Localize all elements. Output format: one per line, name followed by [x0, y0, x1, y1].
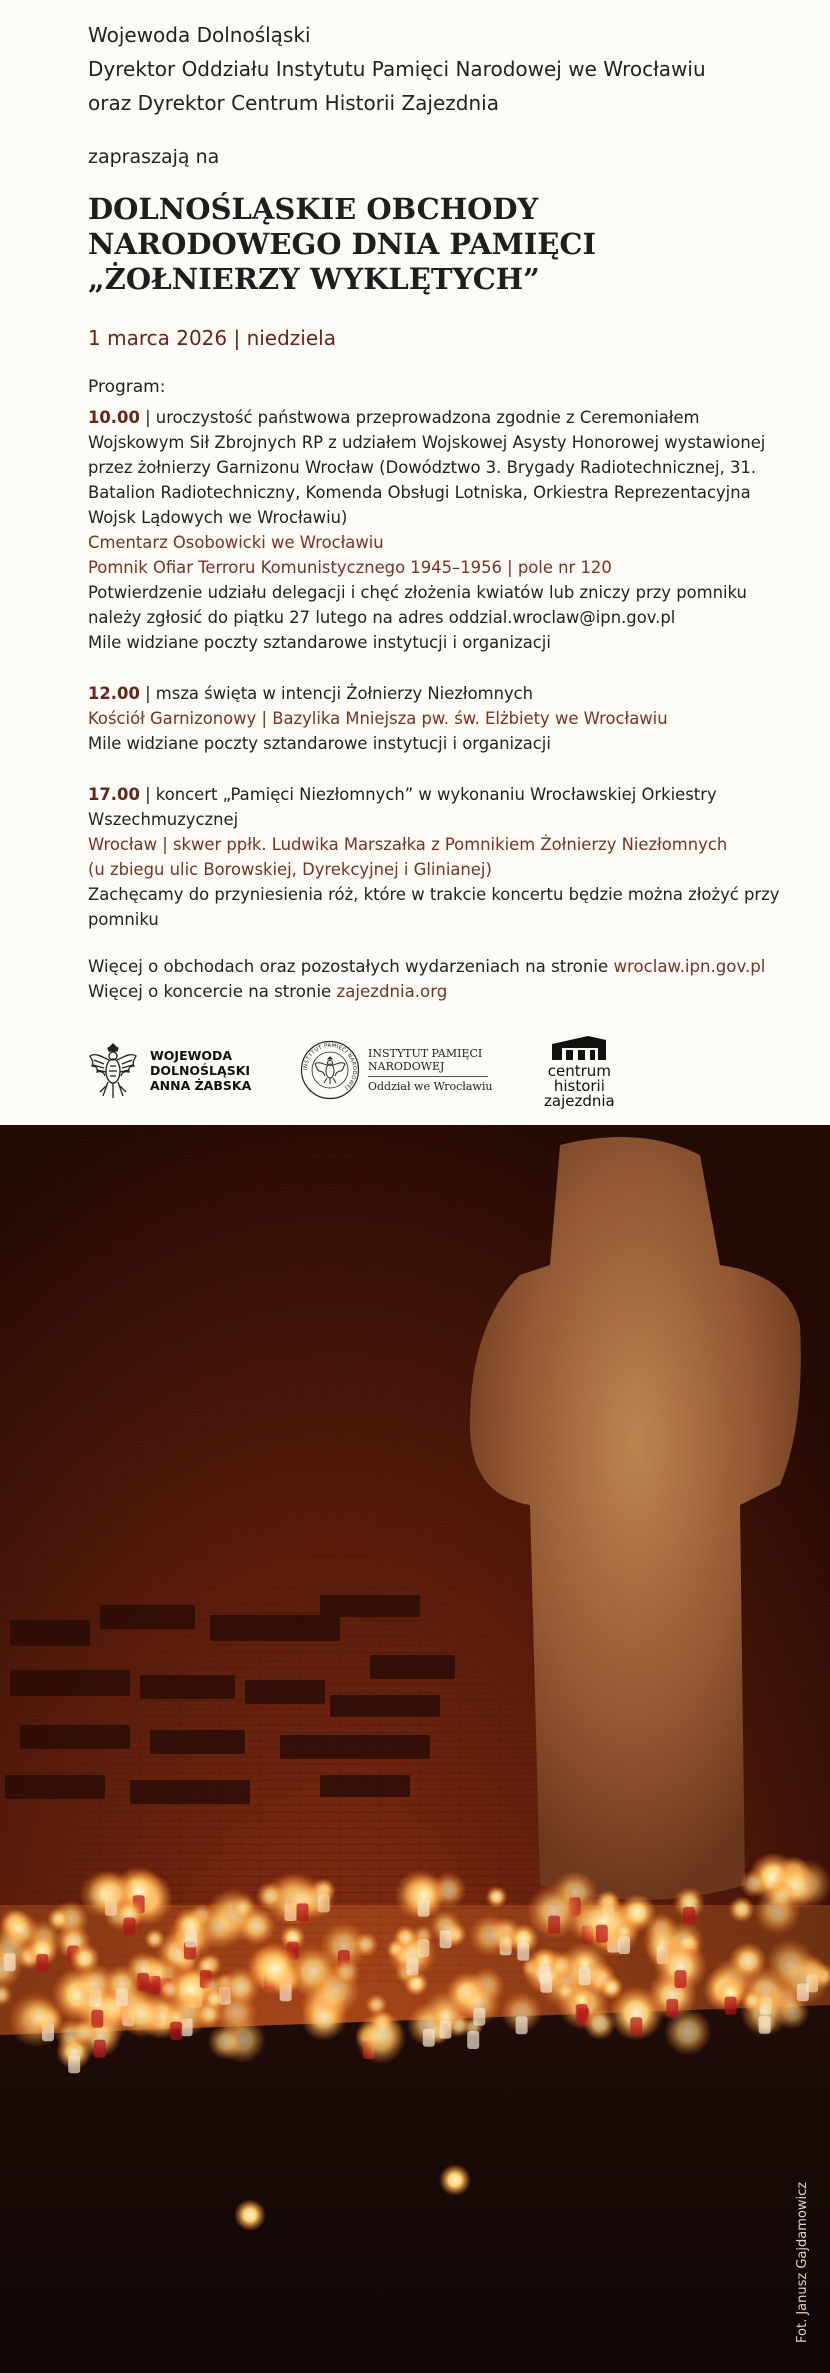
- more-info-text: Więcej o koncercie na stronie: [88, 982, 332, 1001]
- program-item-time: 10.00: [88, 408, 140, 427]
- logo-text-line: NARODOWEJ: [368, 1060, 445, 1073]
- program-item: [88, 681, 798, 756]
- program-item-time: 17.00: [88, 785, 140, 804]
- zajezdnia-website-link[interactable]: zajezdnia.org: [336, 982, 448, 1001]
- wojewoda-logo: [86, 1035, 251, 1105]
- program-item-desc: [88, 405, 798, 530]
- organizer-line: oraz Dyrektor Centrum Historii Zajezdnia: [88, 91, 499, 115]
- program-item-note: Potwierdzenie udziału delegacji i chęć złożenia kwiatów lub zniczy przy pomniku należy zgłosić do piątku 27 lutego na adres oddzial.wroclaw@ipn.gov.pl: [88, 583, 747, 627]
- ipn-seal-icon: [300, 1040, 360, 1100]
- program-item: [88, 405, 798, 655]
- program-item-location: Pomnik Ofiar Terroru Komunistycznego 1945–1956 | pole nr 120: [88, 558, 612, 577]
- title-line: „ŻOŁNIERZY WYKLĘTYCH”: [88, 262, 540, 296]
- program-item-time: 12.00: [88, 684, 140, 703]
- program-item-location: (u zbiegu ulic Borowskiej, Dyrekcyjnej i Glinianej): [88, 860, 492, 879]
- program-item-desc: [88, 681, 798, 706]
- organizer-line: Wojewoda Dolnośląski: [88, 23, 311, 47]
- program-item-location: Wrocław | skwer ppłk. Ludwika Marszałka z Pomnikiem Żołnierzy Niezłomnych: [88, 835, 728, 854]
- zajezdnia-logo: [544, 1035, 615, 1110]
- more-info: [88, 954, 798, 1004]
- wojewoda-logo-text: [150, 1048, 251, 1093]
- memorial-photo: [0, 1125, 830, 2373]
- program-item-desc: [88, 782, 798, 832]
- logo-text-line: INSTYTUT PAMIĘCI: [368, 1047, 483, 1060]
- more-info-text: Więcej o obchodach oraz pozostałych wydarzeniach na stronie: [88, 957, 609, 976]
- ipn-logo: [300, 1035, 492, 1105]
- partner-logos: [86, 1035, 646, 1110]
- program-item-note: Mile widziane poczty sztandarowe instytucji i organizacji: [88, 633, 551, 652]
- zajezdnia-logo-text: [544, 1032, 615, 1109]
- logo-text-line: zajezdnia: [544, 1091, 615, 1110]
- invitation-content: [88, 18, 798, 1004]
- program-item-text: | uroczystość państwowa przeprowadzona zgodnie z Ceremoniałem Wojskowym Sił Zbrojnych RP z udziałem Wojskowej Asysty Honorowej wystawionej przez żołnierzy Garnizonu Wrocław (Dowództwo 3. Brygady Radiotechnicznej, 31. Batalion Radiotechniczny, Komenda Obsługi Lotniska, Orkiestra Reprezentacyjna Wojsk Lądowych we Wrocławiu): [88, 408, 766, 527]
- program-item-text: | koncert „Pamięci Niezłomnych” w wykonaniu Wrocławskiej Orkiestry Wszechmuzycznej: [88, 785, 717, 829]
- program-item-note: Zachęcamy do przyniesienia róż, które w trakcie koncertu będzie można złożyć przy pomniku: [88, 885, 780, 929]
- more-info-line: [88, 979, 798, 1004]
- memorial-candles-image: [0, 1125, 830, 2373]
- logo-text-line: Oddział we Wrocławiu: [368, 1080, 493, 1093]
- depot-roof-icon: [548, 1032, 610, 1062]
- program-item: [88, 782, 798, 932]
- more-info-line: [88, 954, 798, 979]
- title-line: NARODOWEGO DNIA PAMIĘCI: [88, 227, 597, 261]
- program-item-text: | msza święta w intencji Żołnierzy Niezłomnych: [145, 684, 534, 703]
- ipn-website-link[interactable]: wroclaw.ipn.gov.pl: [613, 957, 766, 976]
- ipn-logo-text: [368, 1047, 492, 1093]
- eagle-emblem-icon: [86, 1038, 140, 1102]
- logo-text-line: ANNA ŻABSKA: [150, 1077, 252, 1093]
- invitation-panel: [0, 0, 830, 1125]
- organizers: [88, 18, 798, 120]
- logo-text-line: centrum: [547, 1061, 611, 1080]
- program-label: Program:: [88, 377, 166, 397]
- logo-text-line: WOJEWODA: [150, 1047, 233, 1063]
- organizer-line: Dyrektor Oddziału Instytutu Pamięci Narodowej we Wrocławiu: [88, 57, 706, 81]
- logo-divider: [368, 1076, 488, 1077]
- title-line: DOLNOŚLĄSKIE OBCHODY: [88, 192, 539, 226]
- program-item-note: Mile widziane poczty sztandarowe instytucji i organizacji: [88, 734, 551, 753]
- logo-text-line: DOLNOŚLĄSKI: [150, 1062, 251, 1078]
- logo-text-line: historii: [553, 1076, 605, 1095]
- program-item-location: Kościół Garnizonowy | Bazylika Mniejsza pw. św. Elżbiety we Wrocławiu: [88, 709, 668, 728]
- event-title: [88, 192, 798, 297]
- program-item-location: Cmentarz Osobowicki we Wrocławiu: [88, 533, 384, 552]
- invite-text: zapraszają na: [88, 146, 220, 168]
- photo-credit: Fot. Janusz Gajdamowicz: [795, 2181, 810, 2343]
- event-date: 1 marca 2026 | niedziela: [88, 326, 336, 350]
- seal-text: INSTYTUT PAMIĘCI NARODOWEJ: [302, 1042, 358, 1091]
